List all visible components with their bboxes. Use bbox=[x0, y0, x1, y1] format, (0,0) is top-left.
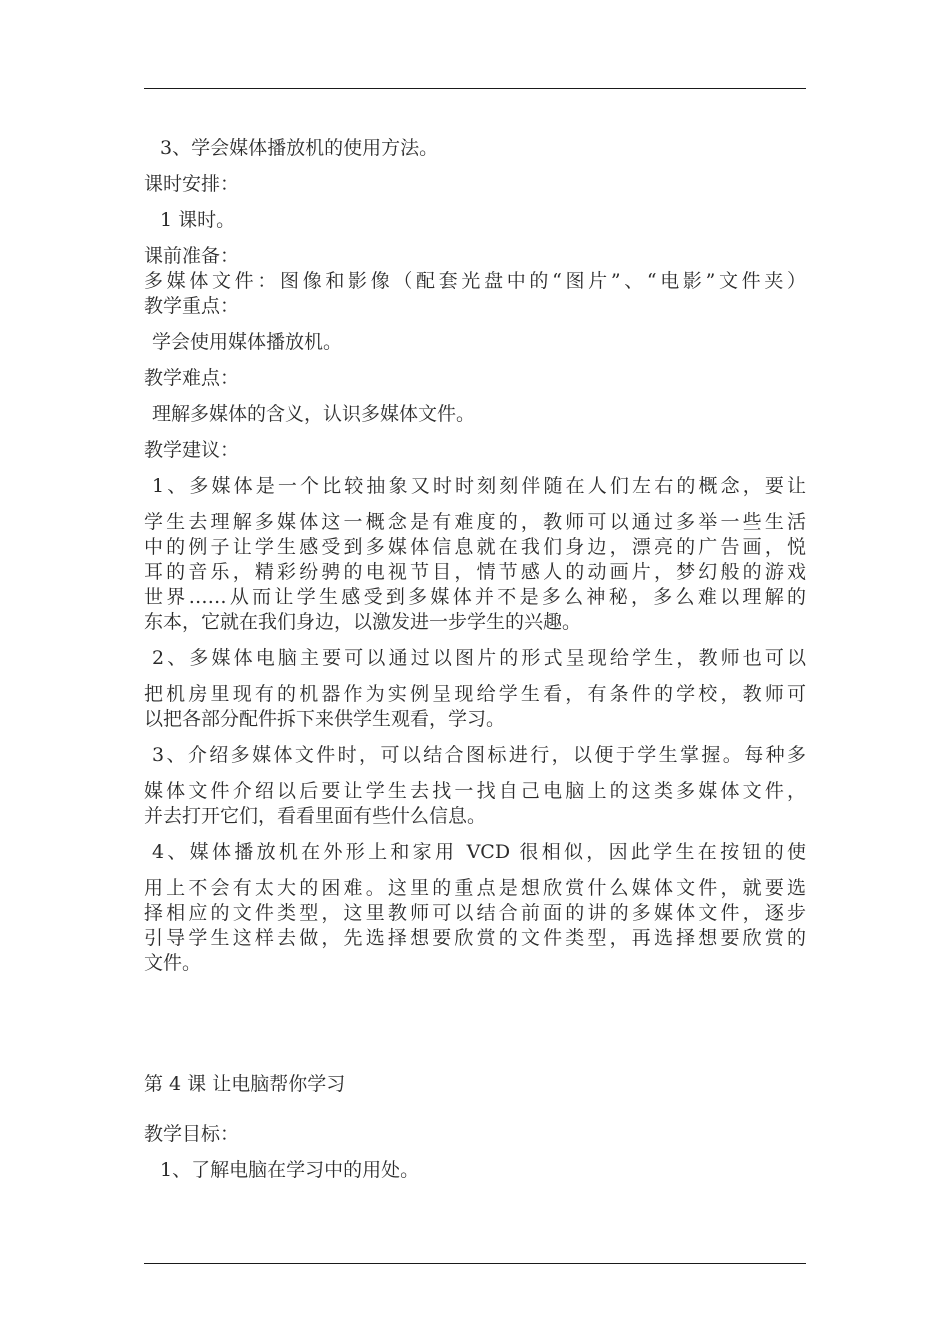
text-line: 用上不会有太大的困难。这里的重点是想欣赏什么媒体文件，就要选 bbox=[144, 877, 806, 899]
text-line: 教学重点： bbox=[144, 295, 240, 317]
text-line: 1、多媒体是一个比较抽象又时时刻刻伴随在人们左右的概念，要让 bbox=[152, 475, 806, 497]
text-line: 耳的音乐，精彩纷骋的电视节目，情节感人的动画片，梦幻般的游戏 bbox=[144, 561, 806, 583]
text-line: 并去打开它们，看看里面有些什么信息。 bbox=[144, 805, 487, 827]
text-line: 中的例子让学生感受到多媒体信息就在我们身边，漂亮的广告画，悦 bbox=[144, 536, 806, 558]
text-line: 课时安排： bbox=[144, 173, 240, 195]
text-line: 媒体文件介绍以后要让学生去找一找自己电脑上的这类多媒体文件， bbox=[144, 780, 806, 802]
text-line: 课前准备： bbox=[144, 245, 240, 267]
text-line: 文件。 bbox=[144, 952, 202, 974]
text-line: 1、了解电脑在学习中的用处。 bbox=[160, 1159, 420, 1181]
text-line: 以把各部分配件拆下来供学生观看，学习。 bbox=[144, 708, 506, 730]
text-line: 世界……从而让学生感受到多媒体并不是多么神秘，多么难以理解的 bbox=[144, 586, 806, 608]
text-line: 1 课时。 bbox=[160, 209, 236, 231]
text-line: 学会使用媒体播放机。 bbox=[152, 331, 343, 353]
text-line: 2、多媒体电脑主要可以通过以图片的形式呈现给学生，教师也可以 bbox=[152, 647, 806, 669]
text-line: 多媒体文件：图像和影像（配套光盘中的“图片”、“电影”文件夹） bbox=[144, 270, 806, 292]
text-line: 东本，它就在我们身边，以激发进一步学生的兴趣。 bbox=[144, 611, 582, 633]
header-rule bbox=[144, 88, 806, 89]
text-line: 引导学生这样去做，先选择想要欣赏的文件类型，再选择想要欣赏的 bbox=[144, 927, 806, 949]
text-line: 第 4 课 让电脑帮你学习 bbox=[144, 1073, 346, 1095]
text-line: 学生去理解多媒体这一概念是有难度的，教师可以通过多举一些生活 bbox=[144, 511, 806, 533]
document-body bbox=[144, 132, 806, 1183]
text-line: 教学目标： bbox=[144, 1123, 240, 1145]
text-line: 择相应的文件类型，这里教师可以结合前面的讲的多媒体文件，逐步 bbox=[144, 902, 806, 924]
text-line: 教学建议： bbox=[144, 439, 240, 461]
text-line: 3、介绍多媒体文件时，可以结合图标进行，以便于学生掌握。每种多 bbox=[152, 744, 806, 766]
footer-rule bbox=[144, 1263, 806, 1264]
text-line: 3、学会媒体播放机的使用方法。 bbox=[160, 137, 439, 159]
text-line: 4、媒体播放机在外形上和家用 VCD 很相似，因此学生在按钮的使 bbox=[152, 841, 806, 863]
text-line: 教学难点： bbox=[144, 367, 240, 389]
text-line: 理解多媒体的含义，认识多媒体文件。 bbox=[152, 403, 476, 425]
text-line: 把机房里现有的机器作为实例呈现给学生看，有条件的学校，教师可 bbox=[144, 683, 806, 705]
